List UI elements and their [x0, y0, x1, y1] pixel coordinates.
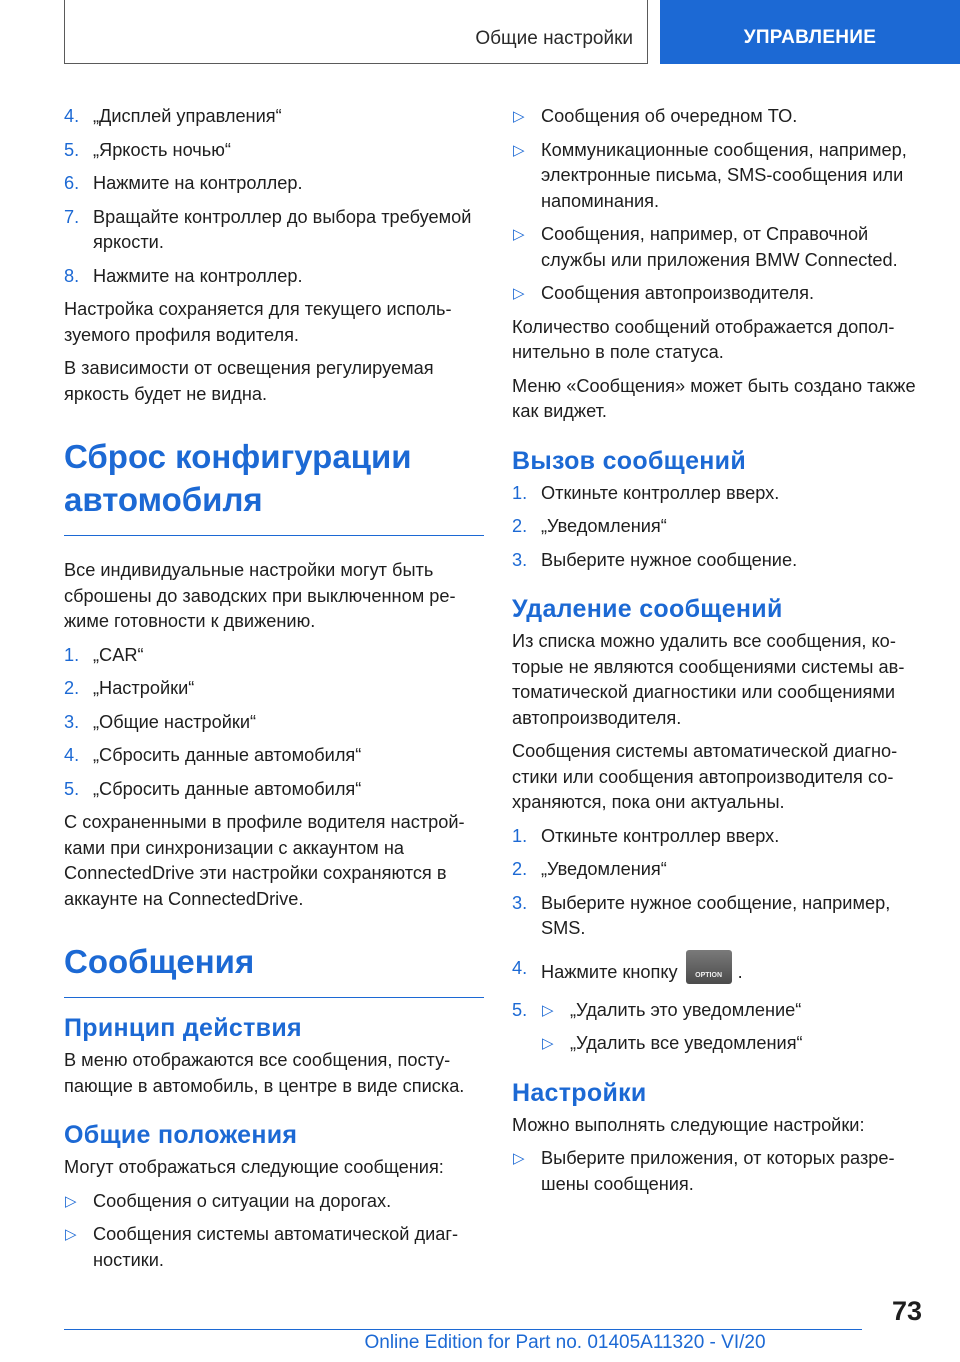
list-item: 3. Выберите нужное сообщение.	[512, 549, 798, 570]
heading-call-messages: Вызов сообщений	[512, 446, 747, 475]
list-item: ▷ Сообщения системы автоматической диагностики.	[65, 1224, 459, 1270]
list-item: 2. „Уведомления“	[512, 859, 667, 879]
list-item: 3. Выберите нужное сообщение, например, SMS.	[512, 892, 891, 938]
paragraph: Количество сообщений отображается дополнительно в поле статуса.	[512, 316, 895, 362]
list-item: ▷ Сообщения об очередном ТО.	[512, 104, 932, 130]
paragraph: Можно выполнять следующие настройки:	[512, 1114, 865, 1135]
triangle-right-icon: ▷	[513, 226, 525, 243]
page-number: 73	[891, 1296, 922, 1326]
paragraph: Из списка можно удалить все сообщения, которые не являются сообщениями системы автоматической диагностики или сообщениями автопроизводителя.	[512, 631, 905, 728]
header-chapter-tab[interactable]	[660, 0, 960, 64]
header-section-box	[64, 0, 648, 64]
paragraph: В меню отображаются все сообщения, поступающие в автомобиль, в центре в виде списка.	[64, 1050, 465, 1096]
triangle-right-icon: ▷	[513, 1150, 525, 1167]
right-column	[512, 104, 932, 1205]
footer-divider	[64, 1329, 862, 1330]
heading-reset: Сброс конфигурации автомобиля	[64, 438, 412, 518]
divider	[64, 535, 484, 536]
triangle-right-icon: ▷	[513, 108, 525, 125]
list-item: ▷ Сообщения, например, от Справочной службы или приложения BMW Connected.	[513, 224, 898, 270]
triangle-right-icon: ▷	[542, 1001, 554, 1019]
paragraph: С сохраненными в профиле водителя настройками при синхронизации с аккаунтом на ConnectedDrive эти настройки сохраняются в аккаунте на ConnectedDrive.	[64, 812, 465, 909]
heading-messages: Сообщения	[64, 943, 255, 980]
list-item: 1. Откиньте контроллер вверх.	[512, 482, 780, 503]
list-item: 8. Нажмите на контроллер.	[64, 265, 303, 286]
header-chapter-title: УПРАВЛЕНИЕ	[743, 27, 877, 48]
list-item: 7. Вращайте контроллер до выбора требуемой яркости.	[64, 206, 472, 252]
list-item: 6. Нажмите на контроллер.	[64, 173, 303, 193]
paragraph: В зависимости от освещения регулируемая яркость будет не видна.	[64, 358, 434, 404]
paragraph: Меню «Сообщения» может быть создано также как виджет.	[512, 375, 916, 421]
header-section-title: Общие настройки	[475, 28, 633, 49]
list-item: 2. „Настройки“	[64, 678, 195, 698]
heading-delete-messages: Удаление сообщений	[512, 595, 783, 623]
list-item: 4. Нажмите кнопку OPTION .	[512, 956, 932, 990]
left-column	[64, 104, 484, 1281]
list-item: 3. „Общие настройки“	[64, 711, 257, 732]
triangle-right-icon: ▷	[513, 285, 525, 302]
list-item: 4. „Сбросить данные автомобиля“	[64, 745, 362, 765]
list-item: 2. „Уведомления“	[512, 516, 667, 536]
triangle-right-icon: ▷	[542, 1035, 554, 1052]
option-button-icon: OPTION	[686, 950, 732, 984]
list-item: ▷ „Удалить все уведомления“	[512, 1031, 932, 1057]
list-item: ▷ Выберите приложения, от которых разрешены сообщения.	[513, 1148, 895, 1194]
triangle-right-icon: ▷	[65, 1226, 77, 1243]
list-item: 5. „Яркость ночью“	[64, 139, 231, 160]
list-item: 1. Откиньте контроллер вверх.	[512, 825, 780, 846]
heading-principle: Принцип действия	[64, 1014, 302, 1042]
heading-settings: Настройки	[512, 1078, 647, 1107]
heading-general: Общие положения	[64, 1121, 298, 1149]
paragraph: Сообщения системы автоматической диагностики или сообщения автопроизводителя сохраняются, пока они актуальны.	[512, 741, 898, 812]
list-item: ▷ Сообщения о ситуации на дорогах.	[64, 1189, 484, 1215]
footer-edition: Online Edition for Part no. 01405A11320 - VI/20	[364, 1332, 766, 1353]
triangle-right-icon: ▷	[513, 141, 525, 159]
list-item: 4. „Дисплей управления“	[64, 106, 282, 126]
paragraph: Настройка сохраняется для текущего используемого профиля водителя.	[64, 299, 452, 345]
list-item: ▷ Сообщения автопроизводителя.	[512, 281, 932, 307]
divider	[64, 997, 484, 998]
paragraph: Могут отображаться следующие сообщения:	[64, 1157, 444, 1177]
list-item: 1. „CAR“	[64, 644, 144, 665]
list-item: ▷ Коммуникационные сообщения, например, электронные письма, SMS-сообщения или напоминания.	[513, 139, 907, 211]
list-item: 5. „Сбросить данные автомобиля“	[64, 778, 362, 799]
triangle-right-icon: ▷	[65, 1192, 77, 1210]
list-item: 5. ▷ „Удалить это уведомление“	[512, 998, 932, 1024]
paragraph: Все индивидуальные настройки могут быть сброшены до заводских при выключенном режиме готовности к движению.	[64, 560, 456, 631]
